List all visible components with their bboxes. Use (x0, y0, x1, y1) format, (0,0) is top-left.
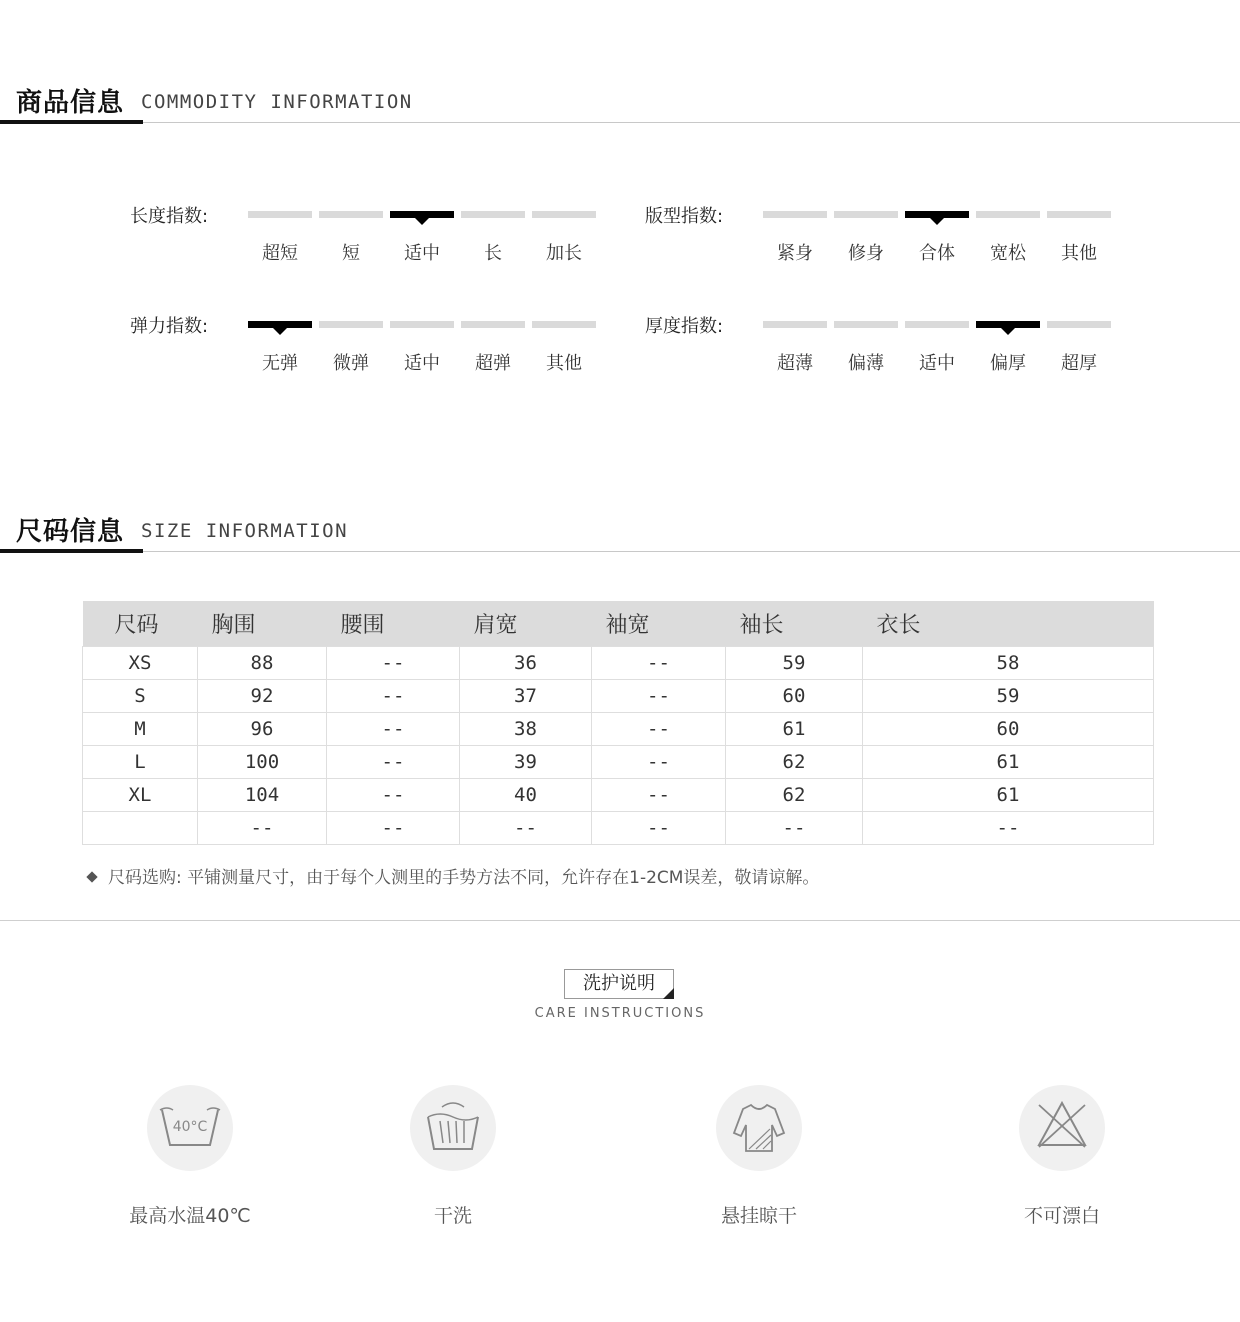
commodity-heading (0, 82, 1240, 122)
size-table (82, 601, 1154, 845)
table-cell: 62 (726, 746, 863, 779)
commodity-title-en: COMMODITY INFORMATION (141, 91, 413, 113)
wash-40-icon (147, 1085, 233, 1171)
table-cell: 38 (460, 713, 592, 746)
size-note-text: 尺码选购: 平铺测量尺寸，由于每个人测里的手势方法不同，允许存在1-2CM误差，敬请谅解。 (108, 868, 820, 888)
table-cell: 62 (726, 779, 863, 812)
section-divider (0, 920, 1240, 921)
table-cell: 60 (863, 713, 1154, 746)
size-column-header: 袖长 (726, 601, 863, 647)
table-cell: M (83, 713, 198, 746)
table-cell: -- (327, 812, 460, 845)
care-subtitle: CARE INSTRUCTIONS (534, 1006, 706, 1021)
table-row (83, 779, 1154, 812)
index-label-elasticity: 弹力指数: (130, 316, 209, 337)
table-cell: 40 (460, 779, 592, 812)
table-row (83, 746, 1154, 779)
index-option-thickness: 超厚 (1061, 353, 1097, 374)
care-title (564, 969, 674, 999)
table-cell: L (83, 746, 198, 779)
index-segment-fit (834, 211, 898, 218)
index-option-elasticity: 微弹 (333, 353, 369, 374)
commodity-title-cn: 商品信息 (16, 88, 125, 118)
care-label-hang-dry: 悬挂晾干 (720, 1205, 797, 1227)
care-item-dry-clean (363, 1085, 543, 1228)
table-cell: 61 (863, 746, 1154, 779)
table-cell: -- (198, 812, 327, 845)
size-table-header (83, 601, 1154, 647)
index-segment-elasticity (532, 321, 596, 328)
size-column-header: 胸围 (198, 601, 327, 647)
care-label-no-bleach: 不可漂白 (1023, 1205, 1100, 1227)
table-cell: -- (592, 680, 726, 713)
index-label-length: 长度指数: (130, 206, 209, 227)
care-item-wash (100, 1085, 280, 1228)
table-cell: -- (327, 680, 460, 713)
table-cell: 58 (863, 647, 1154, 680)
heading-divider (0, 551, 1240, 552)
size-title-en: SIZE INFORMATION (141, 520, 349, 542)
table-cell: -- (863, 812, 1154, 845)
index-option-thickness: 偏薄 (848, 353, 884, 374)
index-segment-fit (905, 211, 969, 218)
index-segment-elasticity (319, 321, 383, 328)
table-cell: -- (592, 812, 726, 845)
table-cell: -- (327, 647, 460, 680)
table-row (83, 680, 1154, 713)
index-option-length: 适中 (404, 243, 440, 264)
index-option-length: 长 (484, 243, 502, 264)
table-cell: -- (592, 746, 726, 779)
index-option-fit: 修身 (848, 243, 884, 264)
table-cell: -- (592, 779, 726, 812)
table-cell: 92 (198, 680, 327, 713)
table-cell: 36 (460, 647, 592, 680)
heading-divider (0, 122, 1240, 123)
index-option-fit: 宽松 (990, 243, 1026, 264)
table-cell: -- (327, 779, 460, 812)
table-cell: 61 (726, 713, 863, 746)
index-segment-thickness (905, 321, 969, 328)
index-segment-thickness (763, 321, 827, 328)
size-heading (0, 511, 1240, 551)
index-label-thickness: 厚度指数: (645, 316, 724, 337)
care-item-hang-dry (669, 1085, 849, 1228)
table-cell: S (83, 680, 198, 713)
selected-marker-icon (930, 218, 944, 225)
index-segment-thickness (1047, 321, 1111, 328)
index-segment-length (319, 211, 383, 218)
table-cell: 39 (460, 746, 592, 779)
size-column-header: 腰围 (327, 601, 460, 647)
selected-marker-icon (415, 218, 429, 225)
index-option-fit: 其他 (1061, 243, 1097, 264)
no-bleach-icon (1019, 1085, 1105, 1171)
index-option-elasticity: 适中 (404, 353, 440, 374)
table-cell (83, 812, 198, 845)
index-option-thickness: 超薄 (777, 353, 813, 374)
index-segment-thickness (834, 321, 898, 328)
index-option-length: 加长 (546, 243, 582, 264)
dry-clean-icon (410, 1085, 496, 1171)
index-option-fit: 紧身 (777, 243, 813, 264)
index-option-fit: 合体 (919, 243, 955, 264)
size-column-header: 衣长 (863, 601, 1154, 647)
table-cell: 37 (460, 680, 592, 713)
index-option-length: 短 (342, 243, 360, 264)
index-option-elasticity: 超弹 (475, 353, 511, 374)
table-cell: -- (460, 812, 592, 845)
table-cell: 96 (198, 713, 327, 746)
index-segment-elasticity (248, 321, 312, 328)
table-cell: XL (83, 779, 198, 812)
index-option-elasticity: 其他 (546, 353, 582, 374)
table-cell: 59 (863, 680, 1154, 713)
care-title-text: 洗护说明 (583, 973, 655, 994)
index-segment-elasticity (461, 321, 525, 328)
diamond-bullet-icon (86, 871, 97, 882)
table-cell: 88 (198, 647, 327, 680)
size-column-header: 肩宽 (460, 601, 592, 647)
selected-marker-icon (1001, 328, 1015, 335)
table-cell: 100 (198, 746, 327, 779)
wash-temp-text: 40°C (172, 1119, 208, 1135)
index-segment-length (390, 211, 454, 218)
index-segment-length (461, 211, 525, 218)
index-label-fit: 版型指数: (645, 206, 724, 227)
index-segment-thickness (976, 321, 1040, 328)
care-item-no-bleach (972, 1085, 1152, 1228)
table-cell: 60 (726, 680, 863, 713)
index-option-thickness: 适中 (919, 353, 955, 374)
index-option-length: 超短 (262, 243, 298, 264)
corner-triangle-icon (663, 988, 674, 999)
index-segment-fit (1047, 211, 1111, 218)
table-row (83, 812, 1154, 845)
table-cell: 61 (863, 779, 1154, 812)
size-column-header: 尺码 (83, 601, 198, 647)
size-title-cn: 尺码信息 (16, 517, 125, 547)
index-segment-length (532, 211, 596, 218)
table-row (83, 713, 1154, 746)
heading-accent-bar (0, 120, 143, 124)
size-column-header: 袖宽 (592, 601, 726, 647)
care-label-wash: 最高水温40℃ (129, 1205, 251, 1227)
index-segment-fit (976, 211, 1040, 218)
selected-marker-icon (273, 328, 287, 335)
table-cell: 104 (198, 779, 327, 812)
table-cell: -- (592, 713, 726, 746)
table-cell: -- (592, 647, 726, 680)
size-note (84, 863, 819, 888)
table-cell: -- (327, 746, 460, 779)
table-cell: 59 (726, 647, 863, 680)
index-segment-length (248, 211, 312, 218)
heading-accent-bar (0, 549, 143, 553)
care-label-dry-clean: 干洗 (433, 1205, 472, 1227)
table-cell: XS (83, 647, 198, 680)
index-option-thickness: 偏厚 (990, 353, 1026, 374)
table-cell: -- (726, 812, 863, 845)
index-segment-elasticity (390, 321, 454, 328)
table-row (83, 647, 1154, 680)
hang-dry-icon (716, 1085, 802, 1171)
index-segment-fit (763, 211, 827, 218)
index-option-elasticity: 无弹 (262, 353, 298, 374)
table-cell: -- (327, 713, 460, 746)
